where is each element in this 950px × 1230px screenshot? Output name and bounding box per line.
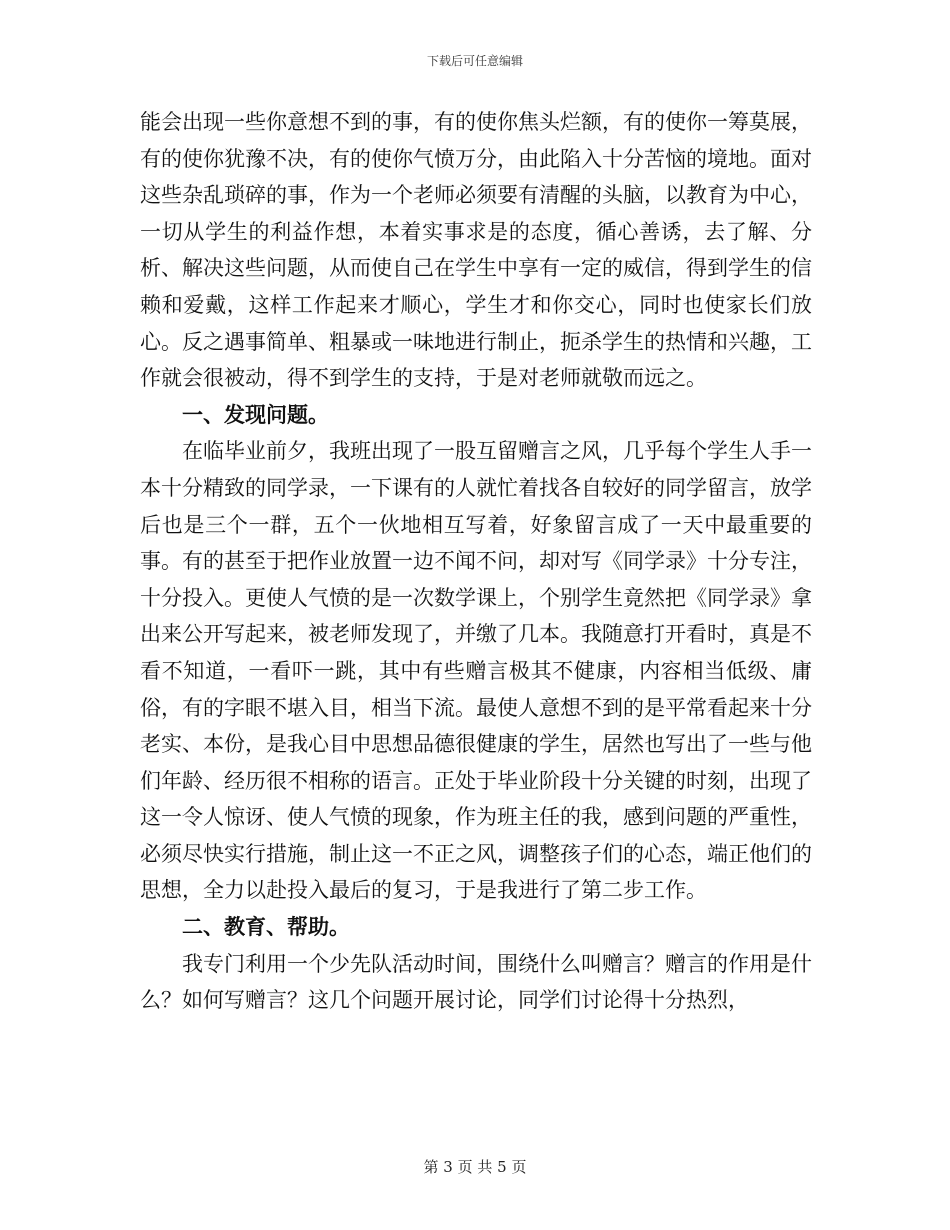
section-heading-education-help: 二、教育、帮助。	[182, 914, 350, 940]
page-number-footer: 第 3 页 共 5 页	[423, 1158, 527, 1176]
page-header-note: 下载后可任意编辑	[426, 54, 523, 68]
section-heading-discover-problem: 一、发现问题。	[182, 401, 329, 427]
document-body	[140, 104, 812, 1019]
paragraph-discover-problem: 在临毕业前夕，我班出现了一股互留赠言之风，几乎每个学生人手一本十分精致的同学录，一下课有的人就忙着找各自较好的同学留言，放学后也是三个一群，五个一伙地相互写着，好象留言成了一天中最重要的事。有的甚至于把作业放置一边不闻不问，却对写《同学录》十分专注，十分投入。更使人气愤的是一次数学课上，个别学生竟然把《同学录》拿出来公开写起来，被老师发现了，并缴了几本。我随意打开看时，真是不看不知道，一看吓一跳，其中有些赠言极其不健康，内容相当低级、庸俗，有的字眼不堪入目，相当下流。最使人意想不到的是平常看起来十分老实、本份，是我心目中思想品德很健康的学生，居然也写出了一些与他们年龄、经历很不相称的语言。正处于毕业阶段十分关键的时刻，出现了这一令人惊讶、使人气愤的现象，作为班主任的我，感到问题的严重性，必须尽快实行措施，制止这一不正之风，调整孩子们的心态，端正他们的思想，全力以赴投入最后的复习，于是我进行了第二步工作。	[140, 439, 812, 903]
paragraph-education-help: 我专门利用一个少先队活动时间，围绕什么叫赠言？赠言的作用是什么？如何写赠言？这几个问题开展讨论，同学们讨论得十分热烈，	[140, 951, 812, 1013]
paragraph-intro-continuation: 能会出现一些你意想不到的事，有的使你焦头烂额，有的使你一筹莫展，有的使你犹豫不决，有的使你气愤万分，由此陷入十分苦恼的境地。面对这些杂乱琐碎的事，作为一个老师必须要有清醒的头脑，以教育为中心，一切从学生的利益作想，本着实事求是的态度，循心善诱，去了解、分析、解决这些问题，从而使自己在学生中享有一定的威信，得到学生的信赖和爱戴，这样工作起来才顺心，学生才和你交心，同时也使家长们放心。反之遇事简单、粗暴或一味地进行制止，扼杀学生的热情和兴趣，工作就会很被动，得不到学生的支持，于是对老师就敬而远之。	[140, 110, 812, 391]
